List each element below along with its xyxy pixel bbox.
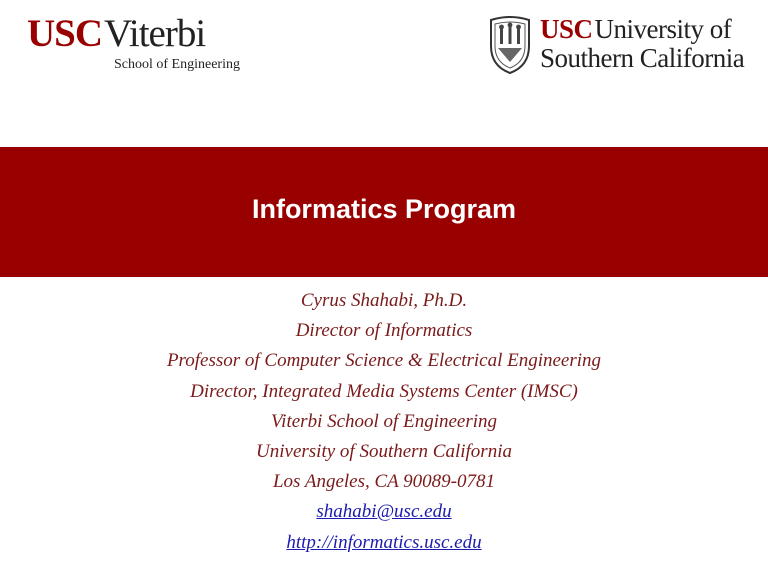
- logo-right-name-line1: University of: [594, 14, 732, 44]
- presenter-name: Cyrus Shahabi, Ph.D.: [300, 290, 468, 311]
- usc-viterbi-logo: [27, 14, 240, 73]
- address: Los Angeles, CA 90089-0781: [272, 471, 496, 493]
- presenter-center-role: Director, Integrated Media Systems Center (IMSC): [190, 380, 578, 402]
- email-link[interactable]: shahabi@usc.edu: [316, 501, 452, 523]
- logo-left-subtitle: School of Engineering: [114, 57, 240, 72]
- title-band: [0, 147, 768, 277]
- presenter-info: [0, 286, 768, 558]
- usc-seal-icon: [488, 16, 532, 74]
- logo-right-brand: USC: [540, 14, 593, 44]
- presenter-professorship: Professor of Computer Science & Electrical Engineering: [166, 350, 602, 372]
- usc-university-logo: [488, 16, 744, 74]
- logo-left-brand: USC: [27, 12, 103, 55]
- slide-title: Informatics Program: [251, 193, 517, 224]
- presenter-role: Director of Informatics: [295, 320, 473, 342]
- university-name: University of Southern California: [256, 440, 512, 462]
- logo-left-name: Viterbi: [104, 12, 206, 55]
- logo-right-name-line2: Southern California: [540, 43, 745, 73]
- school-name: Viterbi School of Engineering: [270, 410, 498, 432]
- website-link[interactable]: http://informatics.usc.edu: [286, 531, 482, 553]
